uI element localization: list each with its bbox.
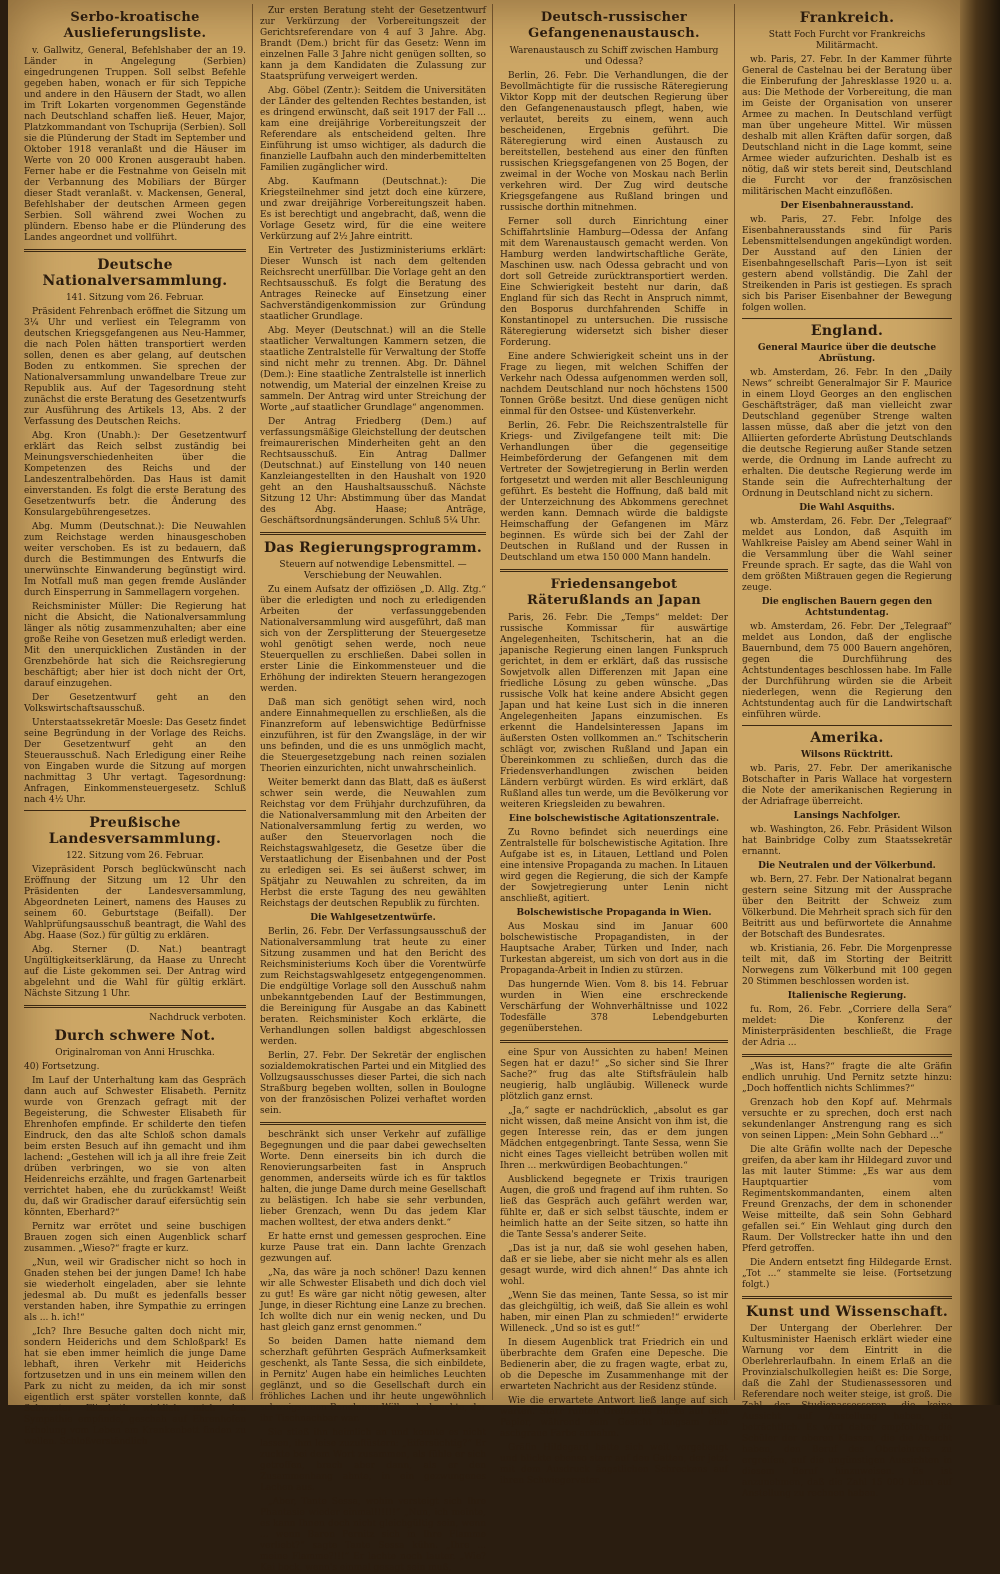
article-text: wb. Paris, 27. Febr. Infolge des Eisenbahnerausstands sind für Paris Lebensmittelsendungen angekündigt worden. Der Ausstand auf den Linien der Eisenbahngesellschaft Paris—Lyon ist seit gestern abend vollständig. Die Zahl der Streikenden in Paris ist gestiegen. Es sprach sich bis Pariser Eisenbahner der Bewegung folgen wollen. (742, 215, 952, 313)
adjacent-page-edge (960, 0, 1000, 1405)
headline-friedensangebot: Friedensangebot Räterußlands an Japan (527, 577, 701, 608)
subheadline: Lansings Nachfolger. (793, 811, 901, 821)
subheadline: Warenaustausch zu Schiff zwischen Hamburg und Odessa? (509, 46, 719, 67)
novel-text: „Wenn Sie das meinen, Tante Sessa, so ist mir das gleichgültig, ich weiß, daß Sie allein es wohl haben, mir einen Plan zu schmieden!“ erwiderte Willeneck. „Und so ist es gut!“ (500, 1291, 728, 1334)
column-rule (734, 4, 735, 1400)
article-text: wb. Amsterdam, 26. Febr. In den „Daily News“ schreibt Generalmajor Sir F. Maurice in einem Lloyd Georges an den englischen Geschäftsträger, daß man vielleicht zwar Deutschland gegenüber Strenge walten lassen müsse, daß aber die jetzt von den Alliierten geforderte Abrüstung Deutschlands die deutsche Regierung außer Stande setzen werde, die Ordnung im Lande aufrecht zu erhalten. Die deutsche Regierung werde im Stande sein die Aufrechterhaltung der Ordnung in Deutschland nicht zu sichern. (742, 368, 952, 499)
reprint-note: Nachdruck verboten. (149, 1013, 246, 1023)
article-text: Präsident Fehrenbach eröffnet die Sitzung um 3¼ Uhr und verliest ein Telegramm von deutschen Kriegsgefangenen aus Neu-Hammer, die nach Polen hätten transportiert werden sollen, denen es aber gelang, auf deutschen Boden zu entkommen. Sie sprechen der Nationalversammlung unwandelbare Treue zur Republik aus. Auf der Tagesordnung steht zunächst die erste Beratung des Gesetzentwurfs zur Ausführung des Artikels 13, Abs. 2 der Verfassung des Deutschen Reichs. (24, 307, 246, 427)
article-text: wb. Kristiania, 26. Febr. Die Morgenpresse teilt mit, daß im Storting der Beitritt Norwegens zum Völkerbund mit 100 gegen 20 Stimmen beschlossen worden ist. (742, 944, 952, 987)
article-text: Aus Moskau sind im Januar 600 bolschewistische Propagandisten, in der Hauptsache Araber, Türken und Inder, nach Turkestan abgereist, um sich von dort aus in die Propaganda-Arbeit in Indien zu stürzen. (500, 922, 728, 976)
subheadline: 141. Sitzung vom 26. Februar. (65, 293, 205, 303)
divider (742, 725, 952, 726)
article-text: Paris, 26. Febr. Die „Temps“ meldet: Der russische Kommissar für auswärtige Angelegenheiten, Tschitscherin, hat an die japanische Regierung einen langen Funkspruch gerichtet, in dem er erklärt, daß das russische Sowjetvolk allen Differenzen mit Japan eine friedliche Lösung zu geben wünsche. „Das russische Volk hat keine andere Absicht gegen Japan und hat keine Lust sich in die inneren Angelegenheiten Japans einzumischen. Es erkennt die Handelsinteressen Japans im äußersten Osten vollkommen an.“ Tschitscherin schlägt vor, zwischen Rußland und Japan ein Übereinkommen zu schließen, durch das die Friedensverhandlungen zwischen beiden Ländern verbürgt würden. Es wird erklärt, daß Rußland alles tun werde, um die Bevölkerung vor weiteren Kriegsleiden zu bewahren. (500, 613, 728, 810)
article-text: Berlin, 26. Febr. Die Reichszentralstelle für Kriegs- und Zivilgefangene teilt mit: Die Verhandlungen über die gegenseitige Heimbeförderung der Gefangenen mit dem Vertreter der Sowjetregierung in Berlin werden fortgesetzt und werden mit aller Beschleunigung geführt. Es besteht die Hoffnung, daß bald mit der Unterzeichnung des Abkommens gerechnet werden kann. Demnach würde die baldigste Heimschaffung der Gefangenen im März beginnen. Es würde sich bei der Zahl der Deutschen in Rußland und der Russen in Deutschland um etwa 150 000 Mann handeln. (500, 421, 728, 563)
novel-text: So beiden Damen hatte niemand dem scherzhaft geführten Gespräch Aufmerksamkeit geschenkt, als Tante Sessa, die sich einbildete, in Pernitz' Augen habe ein heimliches Leuchten geglänzt, und so die Gesellschaft durch ein fröhliches Lachen und ihr heute ungewöhnlich schweigsamen Benehmen Willeneks brachte, der ihr Tischnachbar war. (260, 1337, 486, 1424)
divider (24, 810, 246, 811)
subheadline: Wilsons Rücktritt. (800, 750, 894, 760)
article-text: Das hungernde Wien. Vom 8. bis 14. Februar wurden in Wien eine erschreckende Verschärfung der Wohnverhältnisse und 1022 Todesfälle 378 Lebendgeburten gegenüberstehen. (500, 980, 728, 1034)
divider (260, 532, 486, 535)
article-text: Ferner soll durch Einrichtung einer Schiffahrtslinie Hamburg—Odessa der Anfang mit dem Warenaustausch gemacht werden. Von Hamburg werden landwirtschaftliche Geräte, Maschinen usw. nach Odessa gebracht und von dort soll Getreide zurücktransportiert werden. Eine Schwierigkeit besteht nur darin, daß England für sich das Recht in Anspruch nimmt, den Bosporus durchfahrenden Schiffe in Konstantinopel zu untersuchen. Die russische Räteregierung widersetzt sich bisher dieser Forderung. (500, 217, 728, 348)
article-text: Abg. Kaufmann (Deutschnat.): Die Kriegsteilnehmer sind jetzt doch eine kürzere, und zwar dreijährige Vorbereitungszeit haben. Es ist berechtigt und angebracht, daß, wenn die Vorlage Gesetz wird, für die eine weitere Verkürzung auf 2½ Jahre eintritt. (260, 177, 486, 242)
novel-continuation: 40) Fortsetzung. (24, 1062, 100, 1072)
novel-text: Im Lauf der Unterhaltung kam das Gespräch dann auch auf Schwester Elisabeth. Pernitz wurde von Grenzach gefragt mit der Begeisterung, die Schwester Elisabeth für Ehrenhofen empfinde. Er schilderte den tiefen Eindruck, den das alte Schloß schon damals beim ersten Besuch auf ihn gemacht und ihm lachend: „Gestehen will ich ja all ihre freie Zeit drüben verbringen, wo sie von alten Heidenreichs erzählte, und fragen Gartenarbeit verrichtet haben, ehe du zurückkamst! Weißt du, daß wir Gradischer darauf eifersüchtig sein könnten, Eberhard?“ (24, 1076, 246, 1218)
divider (24, 1005, 246, 1008)
article-text: wb. Amsterdam, 26. Febr. Der „Telegraaf“ meldet aus London, daß der englische Bauernbund, dem 75 000 Bauern angehören, gegen die Durchführung des Achtstundentages beschlossen habe. Im Falle der Durchführung würden sie die Arbeit niederlegen, wenn die Regierung den Achtstundentag auch für die Landwirtschaft einführen würde. (742, 622, 952, 720)
subheadline: Die Neutralen und der Völkerbund. (758, 861, 936, 871)
novel-text: In diesem Augenblick trat Friedrich ein und überbrachte dem Grafen eine Depesche. Die Bedienerin aber, die zu fragen wagte, erbat zu, ob die Depesche im Zusammenhange mit der erwarteten Nachricht aus der Residenz stünde. (500, 1338, 728, 1392)
column-rule (492, 4, 493, 1400)
headline-serbo-croatian: Serbo-kroatische Auslieferungsliste. (63, 10, 207, 41)
novel-text: Er hatte ernst und gemessen gesprochen. Eine kurze Pause trat ein. Dann lachte Grenzach gezwungen auf. (260, 1232, 486, 1264)
novel-text: Die Andern entsetzt fing Hildegarde Ernst. „Tot ...“ stammelte sie leise. (Fortsetzung folgt.) (742, 1258, 952, 1290)
subheadline: Statt Foch Furcht vor Frankreichs Militärmacht. (768, 30, 926, 51)
column-3 (500, 6, 728, 1486)
subheadline: Der Eisenbahnerausstand. (780, 201, 914, 211)
subheadline: Die Wahlgesetzentwürfe. (310, 913, 436, 923)
novel-text: „Na, das wäre ja noch schöner! Dazu kennen wir alle Schwester Elisabeth und dich doch viel zu gut! Es wäre gar nicht nötig gewesen, alter Junge, in dieser Richtung eine Lanze zu brechen. Ich wollte dich nur ein wenig necken, und Du hast gleich ganz ernst genommen.“ (260, 1268, 486, 1333)
headline-landesversammlung: Preußische Landesversammlung. (48, 815, 222, 847)
article-text: wb. Amsterdam, 26. Febr. Der „Telegraaf“ meldet aus London, daß Asquith im Wahlkreise Paisley am Abend seiner Wahl in die Versammlung über die Wahl seiner Freunde sprach. Er sagte, das die Wahl von dem größten Mißtrauen gegen die Regierung zeuge. (742, 517, 952, 593)
article-text: Weiter bemerkt dann das Blatt, daß es äußerst schwer sein werde, die Neuwahlen zum Reichstag vor dem Frühjahr durchzuführen, da die Nationalversammlung mit den Arbeiten der Nationalversammlung fertig zu werden, wo außer den Steuervorlagen noch die Reichstagswahlgesetz, die Gesetze über die Verstaatlichung der Eisenbahnen und der Post zu erledigen sei. Es sei äußerst schwer, im Spätjahr zu Neuwahlen zu schreiten, da im Herbst die erste Tagung des neu gewählten Reichstags der deutschen Republik zu fürchten. (260, 778, 486, 909)
headline-england: England. (810, 323, 884, 339)
novel-text: Ausblickend begegnete er Trixis traurigen Augen, die groß und fragend auf ihm ruhten. So ließ das Gespräch auch gefährt werden war, fühlte er, daß er sich selbst täuschte, indem er heimlich hatte an der Seite sitzen, so hatte ihn die Tante Sessa's anderer Seite. (500, 1175, 728, 1240)
article-text: wb. Paris, 27. Febr. In der Kammer führte General de Castelnau bei der Beratung über die Einberufung der Jahresklasse 1920 u. a. aus: Die Methode der Vorbereitung, die man im Geiste der Organisation von unserer Armee zu machen. In Deutschland verfügt man über ungeheure Mittel. Wir müssen deshalb mit allen Kräften dafür sorgen, daß Deutschland nicht in die Lage kommt, seine Armee wieder aufzurichten. Deshalb ist es nötig, daß wir stets bereit sind, Deutschland die Furcht vor der französischen militärischen Macht einzuflößen. (742, 55, 952, 197)
novel-text: Die alte Gräfin wollte nach der Depesche greifen, da aber kam ihr Hildegard zuvor und las mit lauter Stimme: „Es war aus dem Hauptquartier vom Regimentskommandanten, einem alten Freund Grenzachs, der dem in schonender Weise mitteilte, daß sein Sohn Gebhard gefallen sei.“ Ein Wehlaut ging durch den Raum. Der Vollstrecker hatte ihn und den Pferd getroffen. (742, 1145, 952, 1254)
subheadline: Die englischen Bauern gegen den Achtstundentag. (761, 597, 933, 618)
headline-regierungsprogramm: Das Regierungsprogramm. (263, 540, 483, 556)
article-text: Reichsminister Müller: Die Regierung hat nicht die Absicht, die Nationalversammlung länger als nötig zusammenzuhalten; aber eine große Reihe von Gesetzen muß erledigt werden. Mit den unerquicklichen Zuständen in der Grenzbehörde hat sich die Reichsregierung beschäftigt; aber hier ist doch nicht der Ort, darauf einzugehen. (24, 602, 246, 689)
divider (500, 569, 728, 572)
article-text: Abg. Sterner (D. Nat.) beantragt Ungültigkeitserklärung, da Haase zu Unrecht auf die Liste gekommen sei. Der Antrag wird abgelehnt und die Wahl für gültig erklärt. Nächste Sitzung 1 Uhr. (24, 945, 246, 999)
article-text: Abg. Mumm (Deutschnat.): Die Neuwahlen zum Reichstage werden hinausgeschoben weiter verschoben. Es ist zu bedauern, daß durch die Bestimmungen des Entwurfs die unerwünschte Einwanderung begünstigt wird. Im Notfall muß man gegen fremde Ausländer durch Einsperrung in Sammellagern vorgehen. (24, 522, 246, 598)
column-1 (24, 6, 246, 1447)
article-text: Abg. Kron (Unabh.): Der Gesetzentwurf erklärt das Reich selbst zuständig bei Meinungsverschiedenheiten über die Kompetenzen des Reichs und der Landeszentralbehörden. Das Haus ist damit einverstanden. Es folgt die erste Beratung des Gesetzentwurfs betr. die Änderung des Konsulargebührengesetzes. (24, 431, 246, 518)
article-text: Vizepräsident Porsch beglückwünscht nach Eröffnung der Sitzung um 12 Uhr den Präsidenten der Landesversammlung, Abgeordneten Leinert, namens des Hauses zu seinem 60. Geburtstage (Beifall). Der Wahlprüfungsausschuß beantragt, die Wahl des Abg. Haase (Soz.) für gültig zu erklären. (24, 865, 246, 941)
article-text: Daß man sich genötigt sehen wird, noch andere Einnahmequellen zu erschließen, als die Finanzreform auf lebenswichtige Bedürfnisse einzuführen, ist für den Zwangsläge, in der wir uns befinden, und die es uns unmöglich macht, die Steuergesetzgebung nach reinen sozialen Theorien einzurichten, nicht unwahrscheinlich. (260, 698, 486, 774)
novel-text: „Das ist ja nur, daß sie wohl gesehen haben, daß er sie liebe, aber sie nicht mehr als es allen gesagt wurde, wird dich ahnen!“ Das ahnte ich wohl. (500, 1244, 728, 1287)
divider (260, 1122, 486, 1125)
article-text: Unterstaatssekretär Moesle: Das Gesetz findet seine Begründung in der Vorlage des Reichs. Der Gesetzentwurf geht an den Steuerausschuß. Nach Erledigung einer Reihe von Eingaben wurde die Sitzung auf morgen nachmittag 3 Uhr vertagt. Tagesordnung: Anfragen, Einkommensteuergesetz. Schluß nach 4½ Uhr. (24, 718, 246, 805)
novel-text: Pernitz war errötet und seine buschigen Brauen zogen sich einen Augenblick scharf zusammen. „Wieso?“ fragte er kurz. (24, 1222, 246, 1254)
article-text: Zur ersten Beratung steht der Gesetzentwurf zur Verkürzung der Vorbereitungszeit der Gerichtsreferendare von 4 auf 3 Jahre. Abg. Brandt (Dem.) bricht für das Gesetz: Wenn im einzelnen Falle 3 Jahre nicht genügen sollten, so kann ja dem Kandidaten die Zulassung zur Staatsprüfung verweigert werden. (260, 6, 486, 82)
novel-text: Sie stieß ihn heimlich an und konnte es nicht lassen, ihm leise zuzuflüstern: „Eifersüchtig?“ Er zuckte bei dem Wort zusammen, als fühle er sich getroffen, brach aber dann, als er den Zusammenhang ahnte, in ein gezwungenes Lachen aus. (260, 1428, 486, 1493)
subheadline: 122. Sitzung vom 26. Februar. (65, 851, 205, 861)
headline-gefangenenaustausch: Deutsch-russischer Gefangenenaustausch. (528, 10, 700, 41)
article-text: Ein Vertreter des Justizministeriums erklärt: Dieser Wunsch ist nach dem geltenden Reichsrecht unerfüllbar. Die Vorlage geht an den Rechtsausschuß. Es folgt die Beratung des Antrages Reinecke auf Einsetzung einer Sachverständigenkommission zur Gründung staatlicher Grundlage. (260, 246, 486, 322)
novel-text: „Nun, weil wir Gradischer nicht so hoch in Gnaden stehen bei der jungen Dame! Ich habe sie wiederholt eingeladen, aber sie lehnte jedesmal ab. Du mußt es jedenfalls besser verstanden haben, ihre Sympathie zu erringen als ... h. ich!“ (24, 1258, 246, 1323)
divider (24, 249, 246, 252)
subheadline: Die Wahl Asquiths. (799, 503, 895, 513)
novel-text: Grenzach hob den Kopf auf. Mehrmals versuchte er zu sprechen, doch erst nach sekundenlanger Anstrengung rang es sich von seinen Lippen: „Mein Sohn Gebhard ...“ (742, 1098, 952, 1141)
novel-text: „Ich? Ihre Besuche galten doch nicht mir, sondern Heiderichs und dem Schloßpark! Es hat sie eben immer heimlich die junge Dame lebhaft, ihren Verkehr mit Heiderichs fortzusetzen und in uns ein meinem willen den Park zu nicht zu meiden, da ich mir sonst eigentlich erst später vorstellen konnte, daß Schwester Elisabeth wirklich mich den Sympathie empfinde, geschah auf Ehrenhofen Erholung vom Leben am Krankenbett finden zu wollen. Schloßverständlich (24, 1327, 246, 1447)
subheadline: Italienische Regierung. (787, 991, 907, 1001)
article-text: Eine andere Schwierigkeit scheint uns in der Frage zu liegen, mit welchen Schiffen der Verkehr nach Odessa aufgenommen werden soll, nachdem Deutschland nur noch höchstens 1500 Tonnen Größe besitzt. Und diese genügen nicht einmal für den Ostsee- und Küstenverkehr. (500, 352, 728, 417)
headline-amerika: Amerika. (810, 730, 884, 746)
column-rule (252, 4, 253, 1400)
novel-text: „Was ist, Hans?“ fragte die alte Gräfin endlich unruhig. Und Pernitz setzte hinzu: „Doch hoffentlich nichts Schlimmes?“ (742, 1062, 952, 1094)
subheadline: General Maurice über die deutsche Abrüstung. (757, 343, 937, 364)
article-text: Berlin, 27. Febr. Der Sekretär der englischen sozialdemokratischen Partei und ein Mitglied des Vollzugsausschusses dieser Partei, die sich nach Straßburg begeben wollten, sollen in Boulogne von der französischen Polizei verhaftet worden sein. (260, 1051, 486, 1116)
novel-text: „Ja,“ sagte er nachdrücklich, „absolut es gar nicht wissen, daß meine Ansicht von ihm ist, die gegen Interesse rein, das er dem jungen Mädchen entgegenbringt. Tante Sessa, wenn Sie nicht eines Tages vielleicht betrüben wollen mit Ihren ... merkwürdigen Beobachtungen.“ (500, 1106, 728, 1171)
subheadline: Steuern auf notwendige Lebensmittel. — Verschiebung der Neuwahlen. (279, 560, 467, 581)
headline-kunst: Kunst und Wissenschaft. (745, 1304, 949, 1320)
divider (742, 1054, 952, 1057)
novel-text: eine Spur von Aussichten zu haben! Meinen Segen hat er dazu!“ „So sicher sind Sie Ihrer Sache?“ frug das alte Stiftsfräulein halb neugierig, halb ungläubig. Willeneck wurde plötzlich ganz ernst. (500, 1048, 728, 1102)
column-4 (742, 6, 952, 1499)
subheadline: Eine bolschewistische Agitationszentrale. (508, 814, 720, 824)
novel-text: Gräfin Hildegard hatte sich weit vorgebeugt und blickte ebenso starr auf den Gatten, der jetzt mit dem Ausdruck ängstlichen Schreckens auf ihren Schwiegervater. (500, 1443, 728, 1486)
article-text: Der Antrag Friedberg (Dem.) auf verfassungsmäßige Gleichstellung der deutschen freimaurerischen Minderheiten geht an den Rechtsausschuß. Ein Antrag Dallmer (Deutschnat.) auf Einstellung von 140 neuen Kanzleiangestellten in den Haushalt von 1920 geht an den Haushaltsausschuß. Nächste Sitzung 12 Uhr: Abstimmung über das Mandat des Abg. Haase; Anträge, Geschäftsordnungsänderungen. Schluß 5¼ Uhr. (260, 417, 486, 526)
newspaper-page (8, 0, 960, 1573)
article-text: wb. Paris, 27. Febr. Der amerikanische Botschafter in Paris Wallace hat vorgestern die Note der amerikanischen Regierung in der Adriafrage überreicht. (742, 764, 952, 807)
headline-nationalversammlung: Deutsche Nationalversammlung. (42, 257, 228, 289)
article-text: wb. Washington, 26. Febr. Präsident Wilson hat Bainbridge Colby zum Staatssekretär ernannt. (742, 825, 952, 857)
article-text: Berlin, 26. Febr. Die Verhandlungen, die der Bevollmächtigte für die russische Räteregierung Viktor Kopp mit der deutschen Regierung über den Gefangenenaustausch pflegt, haben, wie verlautet, bereits zu einem, wenn auch bescheidenen, Ergebnis geführt. Die Räteregierung wird einen Austausch zu bereitstellen, bestehend aus einer den fünften russischen Kriegsgefangenen von 25 Bogen, der zweimal in der Woche von Moskau nach Berlin verkehren wird. Der Zug wird deutsche Kriegsgefangene aus Rußland bringen und russische dorthin mitnehmen. (500, 71, 728, 213)
divider (500, 1040, 728, 1043)
divider (742, 318, 952, 319)
article-text: Abg. Göbel (Zentr.): Seitdem die Universitäten der Länder des geltenden Rechtes bestanden, ist es dringend erwünscht, daß seit 1917 der Fall ... kam eine dreijährige Vorbereitungszeit der Referendare als entscheidend gelten. Ihre Einführung ist umso wichtiger, als dadurch die finanzielle Laufbahn auch den minderbemittelten Familien zugänglicher wird. (260, 86, 486, 173)
divider (742, 1296, 952, 1299)
novel-text: „Aber, Tante Sessa, wohin versteigt sich Ihre Phantasie wieder einmal!!!!!!“ „Nun, ich meinte, es kann Ihnen doch nicht gleichgültig sein, wenn ... wenn Baron Pernitz sich in Ihre Flamme verliebt?“ sagte Tante Sessa kühn. „Ihre ... meine Flamme?!!!“ Er lachte noch lauter. „Wie? Kai bock, wenn's einmal gesagt sein muß, (260, 1497, 486, 1573)
article-text: Abg. Meyer (Deutschnat.) will an die Stelle staatlicher Verwaltungen Kammern setzen, die staatliche Zentralstelle für Verwaltung der Stoffe sind nicht mehr zu trennen. Abg. Dr. Dähnel (Dem.): Eine staatliche Zentralstelle ist innerlich notwendig, um Material der einzelnen Kreise zu sammeln. Der Antrag wird unter Streichung der Worte „auf staatlicher Grundlage“ angenommen. (260, 326, 486, 413)
column-2 (260, 6, 486, 1573)
subheadline: Bolschewistische Propaganda in Wien. (516, 908, 712, 918)
article-text: Zu einem Aufsatz der offiziösen „D. Allg. Ztg.“ über die erledigten und noch zu erledigenden Arbeiten der verfassunggebenden Nationalversammlung wird ausgeführt, daß man sich von der Zersplitterung der Steuergesetze wohl genötigt sehen werde, noch neue Steuerquellen zu erschließen. Dabei sollen in erster Linie die Einkommensteuer und die Erhöhung der indirekten Steuern herangezogen werden. (260, 585, 486, 694)
article-text: fu. Rom, 26. Febr. „Corriere della Sera“ meldet: Die Konferenz der Ministerpräsidenten beschließt, die Frage der Adria ... (742, 1005, 952, 1048)
headline-frankreich: Frankreich. (799, 10, 895, 26)
article-text: Der Untergang der Oberlehrer. Der Kultusminister Haenisch erklärt wieder eine Warnung vor dem Eintritt in die Oberlehrerlaufbahn. In einem Erlaß an die Provinzialschulkollegien heißt es: Die Sorge, daß die Zahl der Studienassessoren und Referendare noch weiter steige, ist groß. Die Zahl der Studienassessoren, die keine Aussicht auf Anstellung haben, ist beträchtlich. Es wird daher empfohlen, die Schüler der oberen Klassen, die die Absicht haben, den Beruf des Oberlehrers zu ergreifen, auf die ungünstigen Aussichten in diesem Beruf hinzuweisen. Es ist anzunehmen, daß die Zahl 15 000 kaum auf Anstellung zu rechnen haben. (742, 1324, 952, 1499)
article-text: Berlin, 26. Febr. Der Verfassungsausschuß der Nationalversammlung trat heute zu einer Sitzung zusammen und hat den Bericht des Reichsministeriums Koch über die Vorentwürfe zum Reichstagswahlgesetz entgegengenommen. Die endgültige Vorlage soll den Ausschuß nahm unbekanntgebenden Lauf der Bestimmungen, die Bereinigung für Ausgabe an das Kabinett beraten. Reichsminister Koch erklärte, die Verhandlungen sollen baldigst abgeschlossen werden. (260, 927, 486, 1047)
headline-novel: Durch schwere Not. (54, 1028, 216, 1044)
article-text: v. Gallwitz, General, Befehlshaber der an 19. Länder in Angelegung (Serbien) eingedrungenen Truppen. Soll selbst Befehle gegeben haben, wonach er für sich Teppiche und andere in den Häusern der Stadt, wo allen im Trift Lokarten vorgenommen Gegenstände nach Deutschland schaffen ließ. Heuer, Major, Platzkommandant von Tschuprija (Serbien). Soll sie die Plünderung der Stadt im September und Oktober 1918 veranlaßt und die Häuser im Werte von 20 000 Kronen ausgeraubt haben. Ferner habe er die Festnahme von Geiseln mit der Verbannung des Mobiliars der Bürger dieser Stadt veranlaßt. v. Mackensen, General, Befehlshaber der deutschen Armeen gegen Serbien. Soll während zwei Wochen zu plündern. Ebenso habe er die Plünderung des Landes angeordnet und vollführt. (24, 46, 246, 243)
novel-author: Originalroman von Anni Hruschka. (55, 1048, 215, 1058)
article-text: Zu Rovno befindet sich neuerdings eine Zentralstelle für bolschewistische Agitation. Ihre Aufgabe ist es, in Litauen, Lettland und Polen eine intensive Propaganda zu machen. In Litauen wird gegen die Regierung, die sich der Kampfe der Sowjetregierung unter Lenin nicht anschließt, agitiert. (500, 828, 728, 904)
novel-text: Wie die erwartete Antwort ließ lange auf sich warten. Starr ruhten Grenzachs Blicke auf dem Papier, während sein Gesicht langsam eine aschgraue Farbe annahm. (500, 1396, 728, 1439)
novel-text: beschränkt sich unser Verkehr auf zufällige Begegnungen und die paar dabei gewechselten Worte. Denn einerseits bin ich durch die Renovierungsarbeiten fast in Anspruch genommen, anderseits würde ich es für taktlos halten, die junge Dame durch meine Gesellschaft zu belästigen. Ich habe sie sehr verbunden, lieber Grenzach, wenn Du das jedem Klar machen wolltest, der etwa anders denkt.“ (260, 1130, 486, 1228)
article-text: wb. Bern, 27. Febr. Der Nationalrat begann gestern seine Sitzung mit der Aussprache über den Beitritt der Schweiz zum Völkerbund. Die Mehrheit sprach sich für den Beitritt aus und befürwortete die Annahme der Botschaft des Bundesrates. (742, 875, 952, 940)
article-text: Der Gesetzentwurf geht an den Volkswirtschaftsausschuß. (24, 693, 246, 714)
